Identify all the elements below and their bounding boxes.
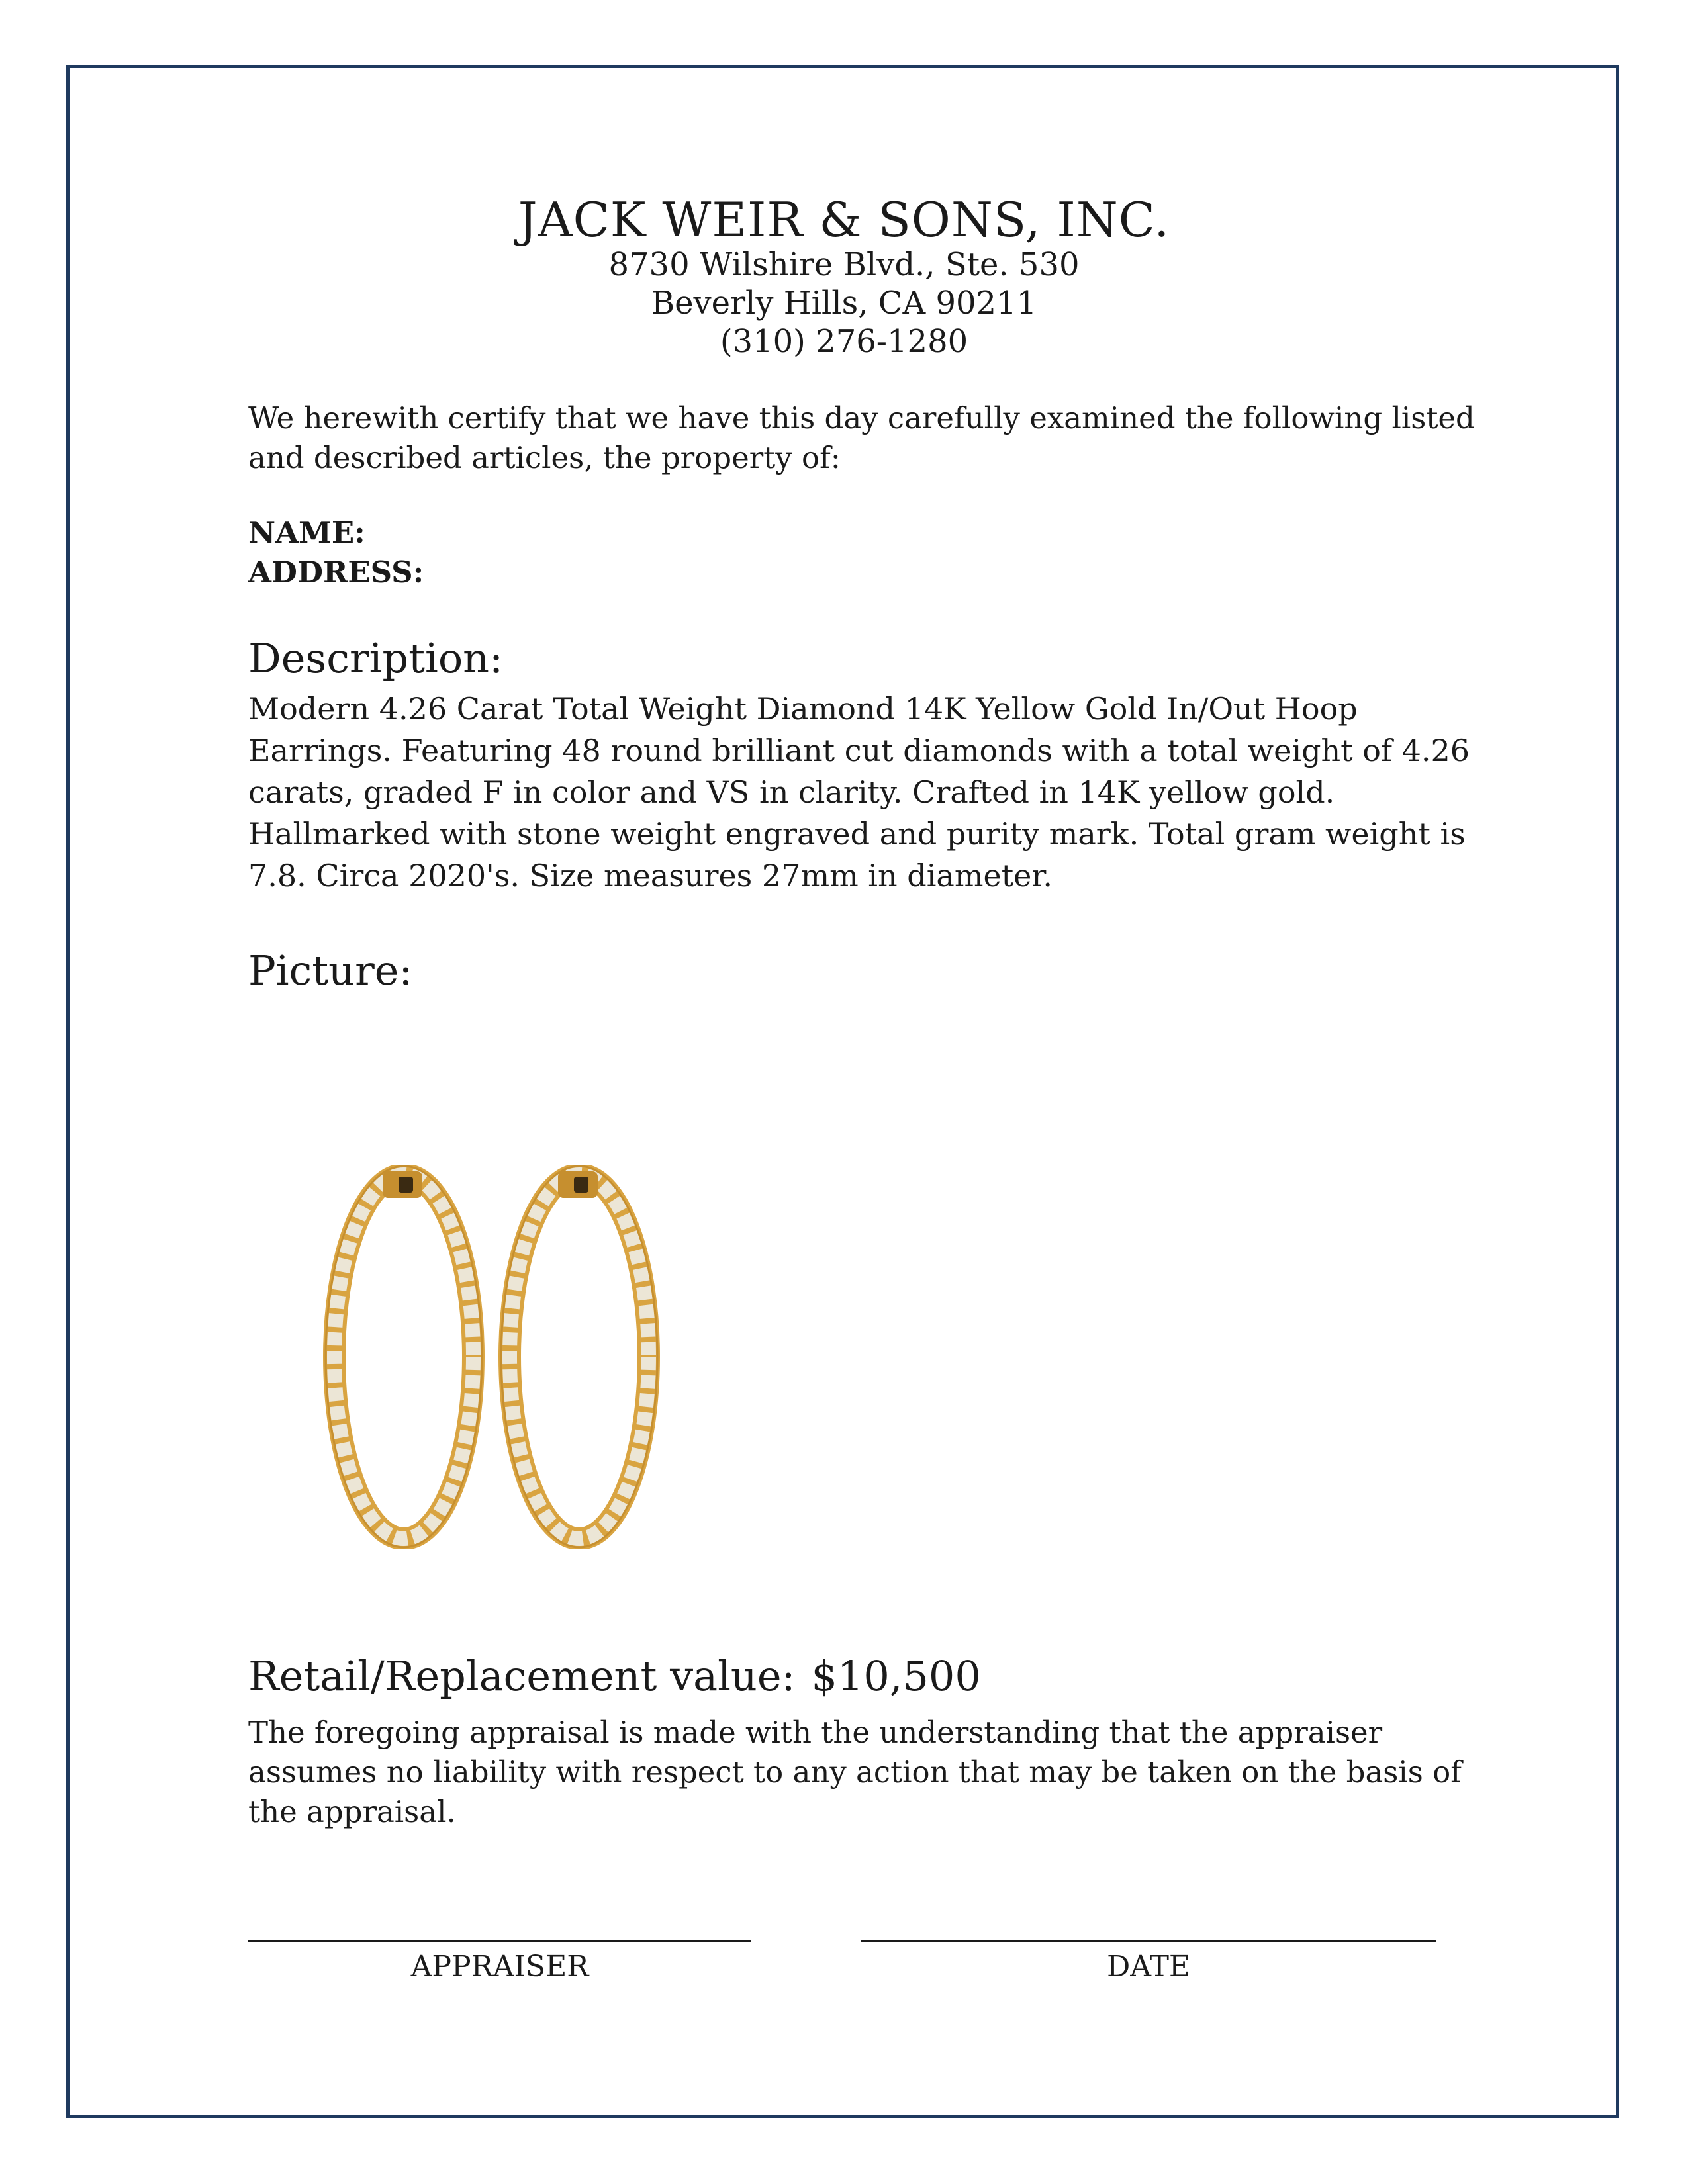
right-hoop-earring [501,1166,657,1547]
picture-title: Picture: [248,946,413,995]
left-hoop-earring [326,1166,482,1547]
appraiser-label: APPRAISER [410,1950,589,1983]
hoop-earrings-photo [311,1165,682,1549]
company-name: JACK WEIR & SONS, INC. [518,192,1170,248]
date-label: DATE [1106,1950,1191,1983]
address-label: ADDRESS: [248,555,424,590]
appraiser-signature-line [248,1940,751,1942]
retail-value-amount: $10,500 [811,1652,981,1700]
company-address-line1: 8730 Wilshire Blvd., Ste. 530 [608,246,1080,283]
description-text: Modern 4.26 Carat Total Weight Diamond 14K Yellow Gold In/Out Hoop Earrings. Featuring 48 round brilliant cut diamonds with a total weight of 4.26 carats, graded F in color and VS in clarity. Crafted in 14K yellow gold. Hallmarked with stone weight engraved and purity mark. Total gram weight is 7.8. Circa 2020's. Size measures 27mm in diameter. [248,691,1470,893]
description-title: Description: [248,634,503,682]
certify-statement: We herewith certify that we have this day carefully examined the following listed and described articles, the property of: [248,400,1475,475]
name-label: NAME: [248,515,365,550]
retail-value-label: Retail/Replacement value: [248,1652,796,1700]
date-signature-line [861,1940,1436,1942]
retail-value-row [248,1652,981,1700]
disclaimer-text: The foregoing appraisal is made with the understanding that the appraiser assumes no liability with respect to any action that may be taken on the basis of the appraisal. [248,1715,1462,1829]
company-address-line2: Beverly Hills, CA 90211 [651,285,1037,322]
company-phone: (310) 276-1280 [720,323,968,360]
